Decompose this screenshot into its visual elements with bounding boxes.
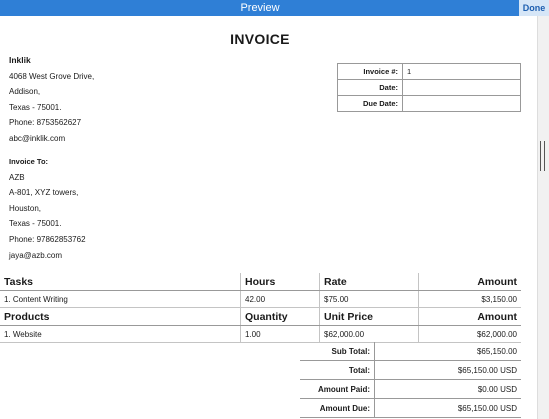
company-name: Inklik xyxy=(9,55,31,65)
product-unit-price: $62,000.00 xyxy=(320,326,419,343)
invoice-date-row xyxy=(338,80,521,96)
company-info xyxy=(9,53,94,147)
due-date-row xyxy=(338,96,521,112)
line-items-table xyxy=(0,273,521,343)
invoice-heading: INVOICE xyxy=(230,31,290,47)
column-header: Tasks xyxy=(0,273,241,291)
invoice-date-label: Date: xyxy=(338,80,403,96)
column-header: Quantity xyxy=(241,308,320,326)
window-title: Preview xyxy=(240,2,280,14)
subtotal-row xyxy=(300,342,521,361)
column-header: Hours xyxy=(241,273,320,291)
bill-to-info xyxy=(9,154,86,263)
bill-to-heading: Invoice To: xyxy=(9,157,49,166)
client-address: A-801, XYZ towers, xyxy=(9,188,79,198)
task-name: 1. Content Writing xyxy=(0,291,241,308)
subtotal-label: Sub Total: xyxy=(300,342,375,361)
client-state-zip: Texas - 75001. xyxy=(9,219,62,229)
product-name: 1. Website xyxy=(0,326,241,343)
table-row xyxy=(0,326,521,343)
client-city: Houston, xyxy=(9,203,42,213)
amount-due-value: $65,150.00 USD xyxy=(375,399,522,418)
amount-paid-value: $0.00 USD xyxy=(375,380,522,399)
tasks-header-row xyxy=(0,273,521,291)
total-label: Total: xyxy=(300,361,375,380)
done-button[interactable]: Done xyxy=(519,0,549,16)
product-quantity: 1.00 xyxy=(241,326,320,343)
invoice-document xyxy=(0,16,530,419)
company-email: abc@inklik.com xyxy=(9,133,66,143)
invoice-date-value xyxy=(403,80,521,96)
scroll-grip-icon[interactable] xyxy=(540,141,545,171)
amount-paid-row xyxy=(300,380,521,399)
products-header-row xyxy=(0,308,521,326)
title-bar xyxy=(0,0,549,16)
totals-table xyxy=(300,342,521,418)
company-city: Addison, xyxy=(9,87,41,97)
client-name: AZB xyxy=(9,172,25,182)
client-phone: Phone: 97862853762 xyxy=(9,234,86,244)
product-amount: $62,000.00 xyxy=(419,326,522,343)
company-address: 4068 West Grove Drive, xyxy=(9,71,95,81)
task-hours: 42.00 xyxy=(241,291,320,308)
table-row xyxy=(0,291,521,308)
column-header: Unit Price xyxy=(320,308,419,326)
task-rate: $75.00 xyxy=(320,291,419,308)
amount-due-label: Amount Due: xyxy=(300,399,375,418)
invoice-meta-table xyxy=(337,63,521,112)
amount-paid-label: Amount Paid: xyxy=(300,380,375,399)
invoice-number-label: Invoice #: xyxy=(338,64,403,80)
invoice-number-value: 1 xyxy=(403,64,521,80)
total-row xyxy=(300,361,521,380)
company-phone: Phone: 8753562627 xyxy=(9,118,82,128)
column-header: Rate xyxy=(320,273,419,291)
total-value: $65,150.00 USD xyxy=(375,361,522,380)
subtotal-value: $65,150.00 xyxy=(375,342,522,361)
client-email: jaya@azb.com xyxy=(9,250,63,260)
due-date-label: Due Date: xyxy=(338,96,403,112)
column-header: Products xyxy=(0,308,241,326)
amount-due-row xyxy=(300,399,521,418)
column-header: Amount xyxy=(419,273,522,291)
vertical-scrollbar[interactable] xyxy=(537,16,549,419)
column-header: Amount xyxy=(419,308,522,326)
due-date-value xyxy=(403,96,521,112)
task-amount: $3,150.00 xyxy=(419,291,522,308)
invoice-number-row xyxy=(338,64,521,80)
company-state-zip: Texas - 75001. xyxy=(9,102,62,112)
